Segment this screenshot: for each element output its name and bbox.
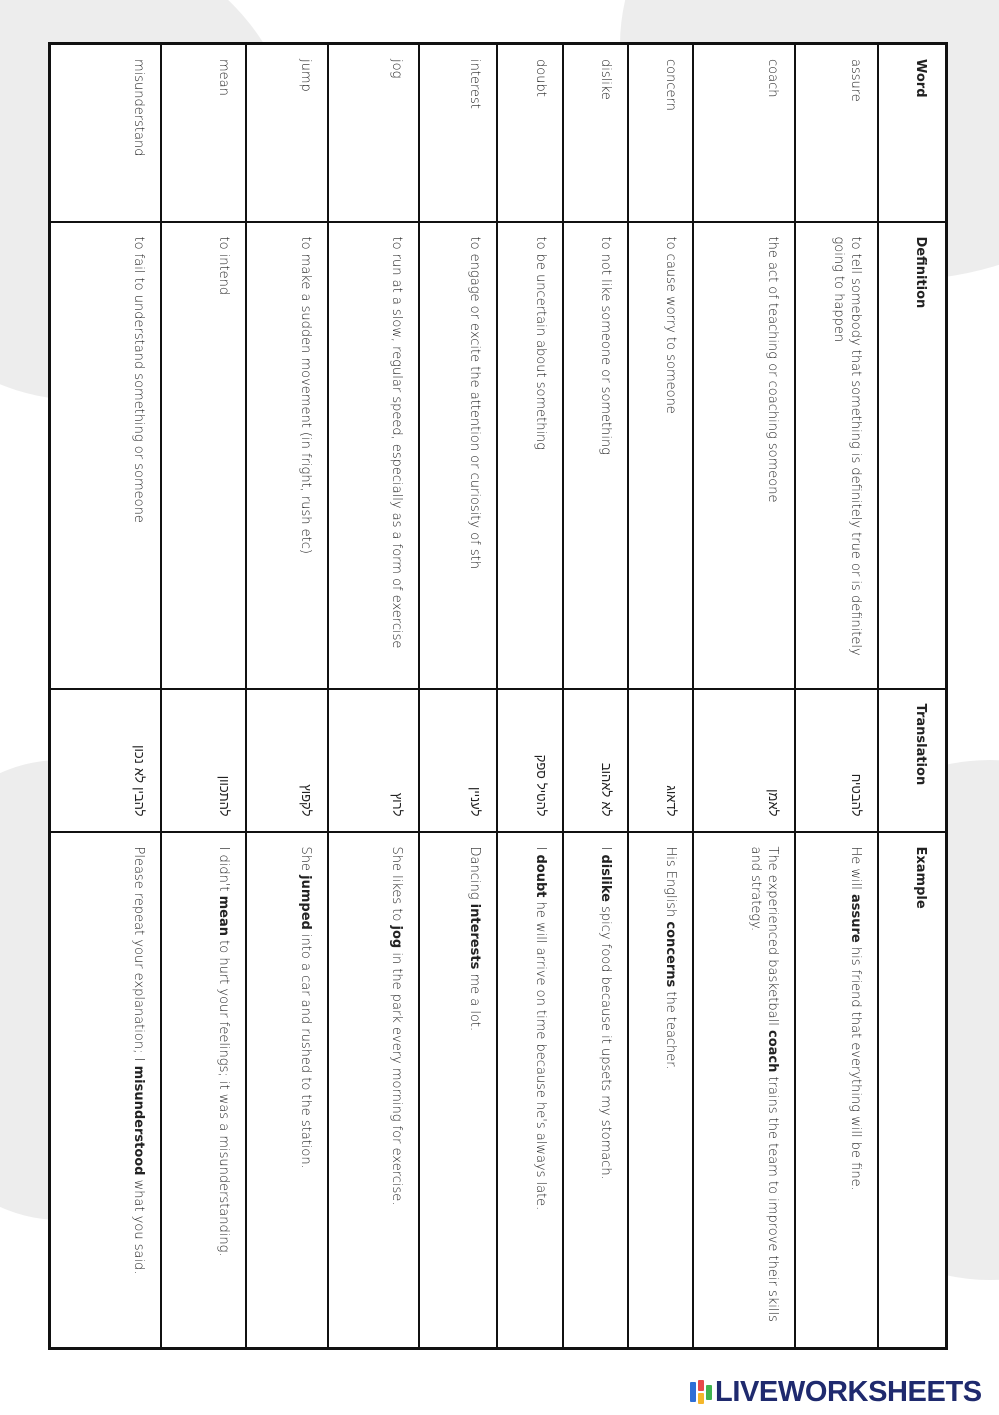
table-row: [498, 44, 563, 1349]
example-keyword: concerns: [663, 921, 679, 988]
logo-mark-block: [706, 1385, 712, 1400]
word-cell: dislike: [563, 44, 628, 222]
translation-cell: [246, 689, 329, 832]
table-row: [419, 44, 498, 1349]
example-keyword: misunderstood: [130, 1065, 146, 1176]
logo-mark-block: [698, 1393, 704, 1404]
example-text: in the park every morning for exercise.: [388, 948, 404, 1206]
table-row: [795, 44, 878, 1349]
header-definition: Definition: [878, 222, 947, 689]
example-keyword: interests: [467, 903, 483, 970]
logo-mark-block: [690, 1382, 696, 1402]
example-text: His English: [663, 846, 679, 922]
example-text: I: [532, 846, 548, 855]
definition-cell: to cause worry to someone: [628, 222, 693, 689]
example-text: The experienced basketball: [765, 846, 781, 1030]
translation-cell: [419, 689, 498, 832]
table-row: [246, 44, 329, 1349]
definition-cell: to intend: [161, 222, 246, 689]
example-keyword: coach: [765, 1029, 781, 1073]
example-text: I: [598, 846, 614, 855]
translation-text: לעניין: [467, 786, 483, 817]
word-cell: concern: [628, 44, 693, 222]
word-cell: interest: [419, 44, 498, 222]
word-cell: mean: [161, 44, 246, 222]
example-cell: [419, 832, 498, 1349]
header-example: Example: [878, 832, 947, 1349]
example-cell: [795, 832, 878, 1349]
header-translation: Translation: [878, 689, 947, 832]
example-text: to hurt your feelings; it was a misunderstanding.: [215, 936, 231, 1257]
word-cell: jump: [246, 44, 329, 222]
example-text: She likes to: [388, 846, 404, 926]
example-text: what you said.: [130, 1175, 146, 1275]
table-row: [563, 44, 628, 1349]
example-keyword: doubt: [532, 854, 548, 898]
table-header-row: [878, 44, 947, 1349]
table-row: [693, 44, 795, 1349]
example-keyword: mean: [215, 895, 231, 937]
table-row: [628, 44, 693, 1349]
table-row: [161, 44, 246, 1349]
word-cell: assure: [795, 44, 878, 222]
definition-cell: the act of teaching or coaching someone: [693, 222, 795, 689]
translation-cell: [161, 689, 246, 832]
translation-cell: [693, 689, 795, 832]
translation-text: לא לאהוב: [598, 762, 614, 817]
definition-cell: to be uncertain about something: [498, 222, 563, 689]
translation-cell: [329, 689, 419, 832]
example-cell: [563, 832, 628, 1349]
definition-cell: to fail to understand something or someone: [50, 222, 161, 689]
word-cell: misunderstand: [50, 44, 161, 222]
translation-text: להבטיח: [848, 773, 863, 817]
example-keyword: assure: [848, 894, 863, 943]
logo-mark-icon: [690, 1380, 712, 1404]
translation-cell: [563, 689, 628, 832]
translation-text: לאמן: [765, 789, 781, 817]
example-text: Please repeat your explanation; I: [130, 846, 146, 1066]
example-text: trains the team to improve their skills and strategy.: [748, 846, 781, 1322]
example-cell: [498, 832, 563, 1349]
example-cell: [693, 832, 795, 1349]
vocabulary-table-rotated: [48, 42, 948, 1347]
example-keyword: dislike: [598, 854, 614, 902]
example-cell: [50, 832, 161, 1349]
definition-cell: to tell somebody that something is definitely true or is definitely going to happen: [795, 222, 878, 689]
definition-cell: to engage or excite the attention or curiosity of sth: [419, 222, 498, 689]
translation-text: לקפוץ: [298, 784, 314, 817]
vocabulary-table: [48, 42, 948, 1350]
translation-text: להבין לא נכון: [130, 745, 146, 817]
example-text: he will arrive on time because he's always late.: [532, 897, 548, 1211]
translation-cell: [498, 689, 563, 832]
translation-cell: [795, 689, 878, 832]
table-row: [50, 44, 161, 1349]
example-cell: [246, 832, 329, 1349]
word-cell: jog: [329, 44, 419, 222]
word-cell: doubt: [498, 44, 563, 222]
example-text: his friend that everything will be fine.: [848, 942, 863, 1191]
example-text: into a car and rushed to the station.: [298, 929, 314, 1169]
example-keyword: jog: [388, 925, 404, 949]
liveworksheets-logo[interactable]: [690, 1376, 982, 1408]
header-word: Word: [878, 44, 947, 222]
definition-cell: to make a sudden movement (in fright, rush etc): [246, 222, 329, 689]
example-text: me a lot.: [467, 969, 483, 1032]
example-keyword: jumped: [298, 875, 314, 930]
example-text: I didn't: [215, 846, 231, 896]
translation-text: לרוץ: [388, 792, 404, 817]
example-text: Dancing: [467, 846, 483, 904]
example-text: She: [298, 846, 314, 876]
translation-text: לדאוג: [663, 785, 679, 817]
example-cell: [628, 832, 693, 1349]
definition-cell: to not like someone or something: [563, 222, 628, 689]
example-cell: [329, 832, 419, 1349]
translation-text: להתכוון: [215, 775, 231, 817]
translation-text: להטיל ספק: [532, 754, 548, 817]
example-cell: [161, 832, 246, 1349]
logo-mark-block: [698, 1380, 704, 1391]
translation-cell: [50, 689, 161, 832]
translation-cell: [628, 689, 693, 832]
example-text: spicy food because it upsets my stomach.: [598, 902, 614, 1180]
word-cell: coach: [693, 44, 795, 222]
example-text: He will: [848, 846, 863, 895]
table-row: [329, 44, 419, 1349]
example-text: the teacher.: [663, 987, 679, 1070]
definition-cell: to run at a slow, regular speed, especially as a form of exercise: [329, 222, 419, 689]
logo-text: LIVEWORKSHEETS: [715, 1375, 982, 1408]
